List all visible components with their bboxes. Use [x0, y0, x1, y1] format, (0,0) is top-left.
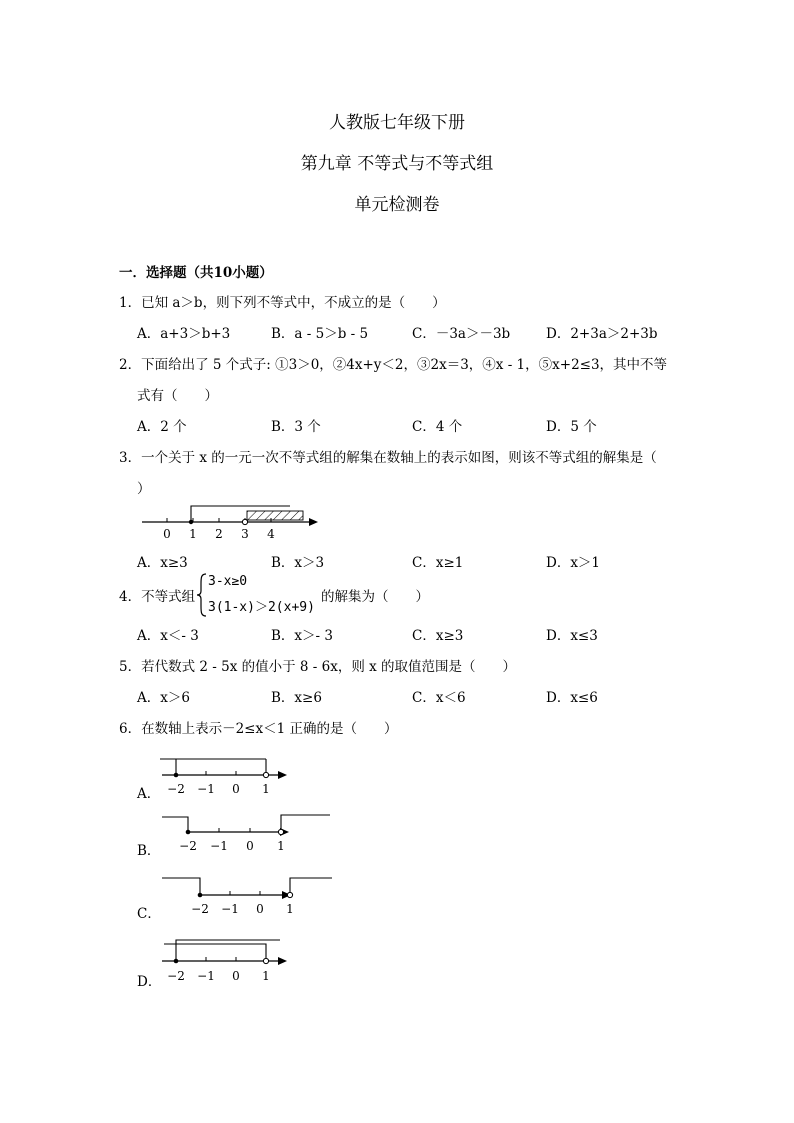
- q4-suffix: 的解集为（ ）: [321, 589, 429, 605]
- q2-option-c: C．4 个: [412, 419, 463, 435]
- svg-text:−2: −2: [167, 969, 185, 983]
- arrow-icon: [309, 518, 318, 526]
- svg-text:1: 1: [262, 969, 270, 983]
- q4-system: [196, 572, 326, 618]
- q4-option-c: C．x≥3: [412, 628, 464, 644]
- svg-text:−1: −1: [221, 902, 239, 916]
- tick-label-3: 3: [241, 527, 249, 541]
- q3-option-d: D．x＞1: [546, 555, 601, 571]
- solid-point-1: [189, 520, 193, 524]
- q1-option-a: A．a+3＞b+3: [137, 326, 231, 342]
- svg-text:0: 0: [256, 902, 264, 916]
- q6-option-c-number-line: [162, 873, 337, 918]
- q1-option-d: D．2+3a＞2+3b: [546, 326, 658, 342]
- solid-point: [198, 893, 203, 898]
- book-title: 人教版七年级下册: [329, 113, 465, 133]
- system-line-2: 3(1-x)＞2(x+9): [208, 600, 315, 615]
- q6-option-a-number-line: [160, 755, 295, 800]
- q6-option-c-label: C．: [137, 906, 161, 922]
- hollow-point: [278, 829, 283, 834]
- svg-text:0: 0: [246, 839, 254, 853]
- q3-option-c: C．x≥1: [412, 555, 464, 571]
- q3-stem-cont: ）: [137, 481, 151, 497]
- section-title: 一．选择题（共10小题）: [119, 265, 273, 281]
- tick-label-0: 0: [163, 527, 171, 541]
- q4-option-b: B．x＞- 3: [271, 628, 333, 644]
- svg-text:−1: −1: [210, 839, 228, 853]
- q4-option-d: D．x≤3: [546, 628, 598, 644]
- hollow-point: [263, 772, 268, 777]
- left-brace-icon: [196, 572, 208, 618]
- q5-stem: 5．若代数式 2 - 5x 的值小于 8 - 6x，则 x 的取值范围是（ ）: [119, 659, 517, 675]
- hollow-point: [263, 958, 268, 963]
- q3-stem: 3．一个关于 x 的一元一次不等式组的解集在数轴上的表示如图，则该不等式组的解集是（: [119, 450, 657, 466]
- q2-stem-cont: 式有（ ）: [137, 388, 218, 404]
- svg-text:−2: −2: [179, 839, 197, 853]
- svg-text:−1: −1: [197, 782, 215, 796]
- q6-option-d-number-line: [160, 934, 295, 986]
- q5-option-a: A．x＞6: [137, 690, 190, 706]
- tick-label-2: 2: [215, 527, 223, 541]
- q6-stem: 6．在数轴上表示－2≤x＜1 正确的是（ ）: [119, 721, 398, 737]
- solid-point: [186, 830, 191, 835]
- svg-text:0: 0: [232, 969, 240, 983]
- hollow-point-3: [242, 519, 247, 524]
- tick-label-1: 1: [189, 527, 197, 541]
- q4-prefix: 4．不等式组: [119, 589, 196, 605]
- q2-option-b: B．3 个: [271, 419, 321, 435]
- q6-option-d-label: D．: [137, 974, 162, 990]
- q2-option-d: D．5 个: [546, 419, 597, 435]
- q1-option-c: C．－3a＞－3b: [412, 326, 511, 342]
- svg-text:1: 1: [286, 902, 294, 916]
- system-line-1: 3-x≥0: [208, 574, 248, 589]
- arrow-icon: [278, 771, 287, 779]
- solid-point: [174, 773, 179, 778]
- chapter-title: 第九章 不等式与不等式组: [300, 154, 494, 174]
- q6-option-b-label: B．: [137, 843, 161, 859]
- svg-text:−2: −2: [167, 782, 185, 796]
- svg-text:−1: −1: [197, 969, 215, 983]
- hollow-point: [287, 892, 292, 897]
- solid-point: [174, 959, 179, 964]
- q5-option-b: B．x≥6: [271, 690, 322, 706]
- q3-option-a: A．x≥3: [137, 555, 188, 571]
- svg-text:0: 0: [232, 782, 240, 796]
- svg-text:1: 1: [277, 839, 285, 853]
- q3-option-b: B．x＞3: [271, 555, 325, 571]
- test-title: 单元检测卷: [354, 195, 440, 215]
- q2-option-a: A．2 个: [137, 419, 187, 435]
- tick-label-4: 4: [267, 527, 275, 541]
- q2-stem: 2．下面给出了 5 个式子: ①3＞0，②4x+y＜2，③2x＝3，④x - 1，⑤x+2≤3，其中不等: [119, 357, 668, 373]
- hatched-region: [247, 511, 303, 520]
- svg-text:−2: −2: [191, 902, 209, 916]
- arrow-icon: [278, 957, 287, 965]
- q5-option-c: C．x＜6: [412, 690, 466, 706]
- q1-option-b: B．a - 5＞b - 5: [271, 326, 369, 342]
- q4-option-a: A．x＜- 3: [137, 628, 199, 644]
- q3-number-line: [140, 500, 325, 542]
- q1-stem: 1．已知 a＞b，则下列不等式中，不成立的是（ ）: [119, 295, 446, 311]
- q6-option-b-number-line: [162, 810, 337, 855]
- svg-text:1: 1: [262, 782, 270, 796]
- q5-option-d: D．x≤6: [546, 690, 598, 706]
- q6-option-a-label: A．: [137, 786, 161, 802]
